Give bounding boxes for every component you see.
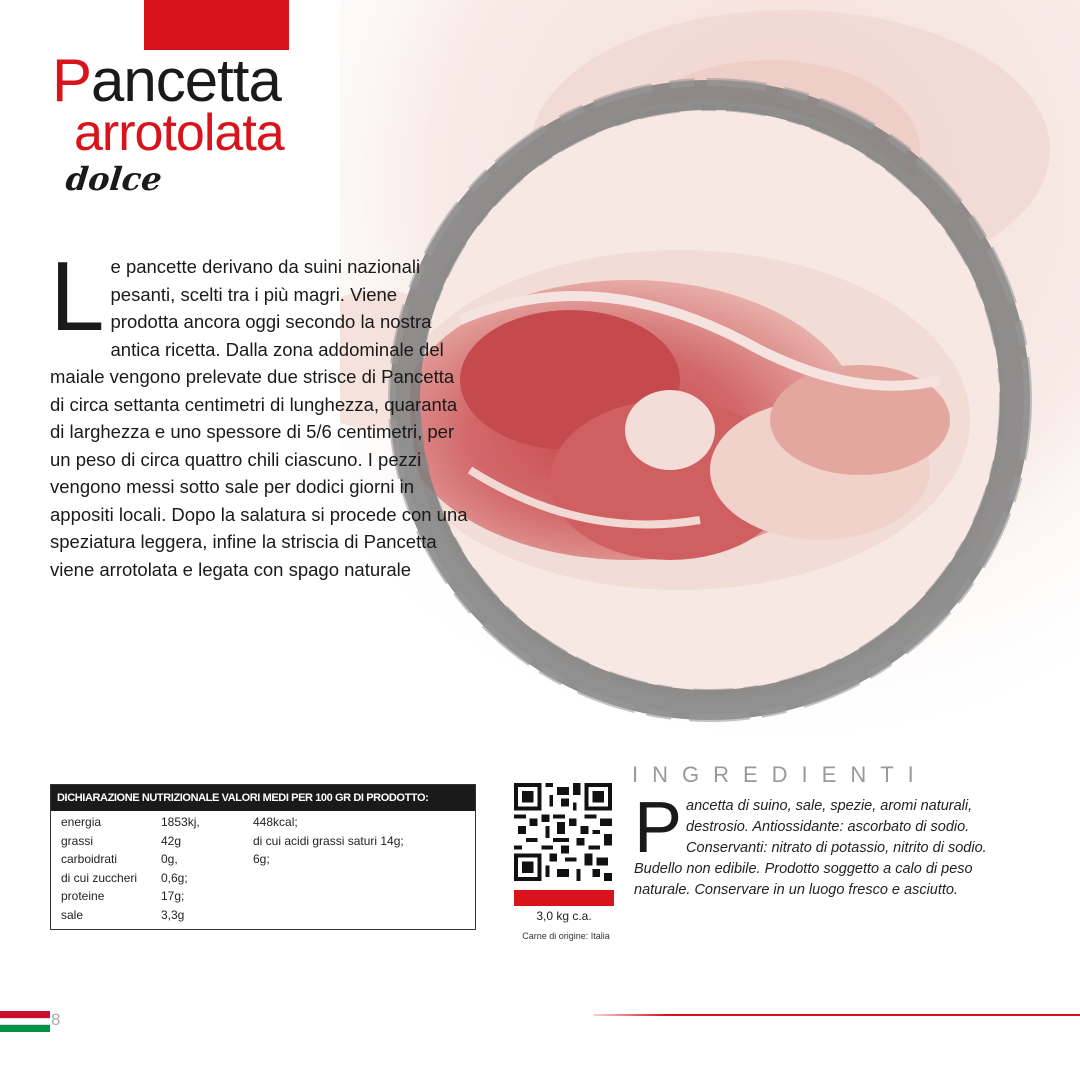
title-line-1-rest: ancetta (91, 47, 281, 114)
nutrition-extra: 6g; (253, 852, 270, 866)
nutrition-extra: 448kcal; (253, 815, 298, 829)
nutrition-value: 0g, (161, 852, 178, 866)
ingredients-text-block (634, 788, 1030, 901)
description-text: e pancette derivano da suini nazionali pesanti, scelti tra i più magri. Viene prodotta ancora oggi secondo la nostra antica ricetta. Dalla zona addominale del maiale vengono prelevate due strisce di Pancetta di circa settanta centimetri di lunghezza, quaranta di larghezza e uno spessore di 5/6 centimetri, per un peso di circa quattro chili ciascuno. I pezzi vengono messi sotto sale per dodici giorni in appositi locali. Dopo la salatura si procede con una speziatura leggera, infine la striscia di Pancetta viene arrotolata e legata con spago naturale (50, 256, 468, 580)
nutrition-header: DICHIARAZIONE NUTRIZIONALE VALORI MEDI PER 100 GR DI PRODOTTO: (51, 785, 475, 811)
nutrition-row (51, 832, 475, 851)
qr-code-icon[interactable] (514, 783, 612, 881)
nutrition-label: carboidrati (61, 852, 118, 866)
nutrition-row (51, 906, 475, 925)
nutrition-row (51, 869, 475, 888)
footer-red-line (594, 1014, 1080, 1016)
title-line-3: dolce (64, 160, 164, 198)
nutrition-value: 3,3g (161, 907, 185, 922)
ingredients-text: ancetta di suino, sale, spezie, aromi naturali, destrosio. Antiossidante: ascorbato di sodio. Conservanti: nitrato di potassio, nitrito di sodio. Budello non edibile. Prodotto soggetto a calo di peso naturale. Conservare in un luogo fresco e asciutto. (634, 798, 987, 898)
nutrition-row (51, 813, 475, 832)
nutrition-value: 42g (161, 833, 182, 848)
italian-flag-icon (0, 1011, 50, 1032)
nutrition-rows (51, 811, 475, 924)
nutrition-label: sale (61, 907, 84, 922)
title-first-letter: P (52, 47, 92, 114)
ingredients-dropcap: P (634, 788, 683, 868)
nutrition-label: grassi (61, 833, 94, 848)
page-number: 8 (51, 1010, 61, 1029)
nutrition-row (51, 850, 475, 869)
meat-origin: Carne di origine: Italia (522, 931, 610, 941)
title-line-2: arrotolata (74, 104, 284, 162)
ingredients-title: INGREDIENTI (632, 762, 928, 787)
red-tab-decoration (144, 0, 289, 50)
weight-bar (514, 890, 614, 906)
nutrition-table (50, 784, 476, 930)
product-description (50, 241, 470, 583)
nutrition-value: 0,6g; (161, 870, 188, 885)
nutrition-label: di cui zuccheri (61, 870, 138, 885)
nutrition-label: energia (61, 815, 102, 829)
description-dropcap: L (50, 241, 105, 351)
nutrition-extra: di cui acidi grassi saturi 14g; (253, 833, 404, 848)
nutrition-value: 17g; (161, 889, 185, 903)
nutrition-value: 1853kj, (161, 815, 200, 829)
nutrition-label: proteine (61, 889, 105, 903)
package-weight: 3,0 kg c.a. (536, 909, 592, 923)
nutrition-row (51, 887, 475, 906)
